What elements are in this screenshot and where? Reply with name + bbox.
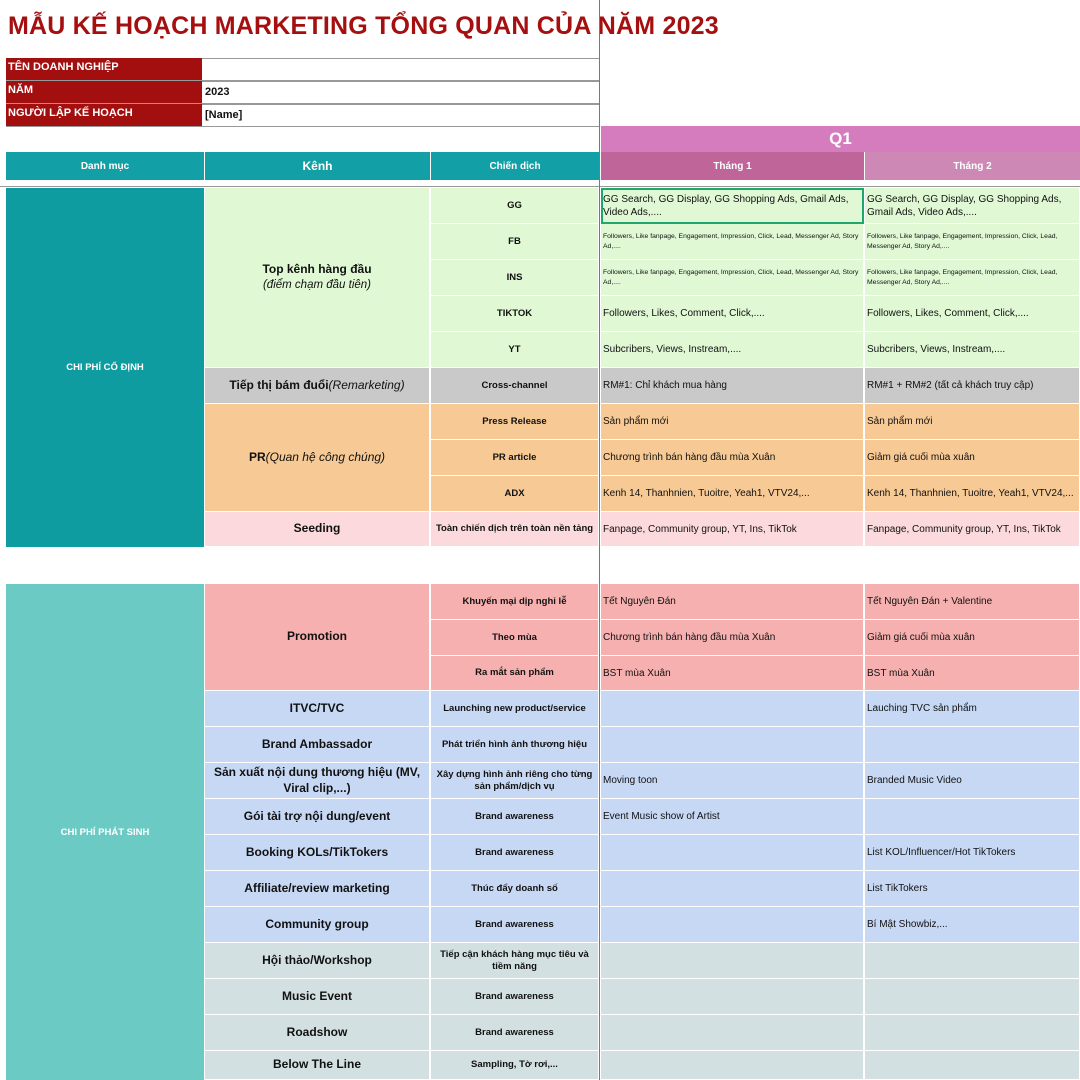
header-campaign[interactable]: Chiến dịch	[431, 152, 599, 180]
campaign-cell[interactable]: FB	[431, 224, 599, 260]
month2-cell[interactable]: List TikTokers	[865, 871, 1080, 907]
campaign-cell[interactable]: INS	[431, 260, 599, 296]
channel-cell[interactable]: ITVC/TVC	[205, 691, 430, 727]
month2-cell[interactable]	[865, 1015, 1080, 1051]
month1-cell[interactable]: Followers, Like fanpage, Engagement, Impression, Click, Lead, Messenger Ad, Story Ad,....	[601, 224, 864, 260]
month2-cell[interactable]: RM#1 + RM#2 (tất cả khách truy cập)	[865, 368, 1080, 404]
channel-label: PR	[248, 449, 266, 464]
month2-cell[interactable]: Followers, Likes, Comment, Click,....	[865, 296, 1080, 332]
channel-sublabel: (điểm chạm đầu tiên)	[262, 278, 371, 291]
info-value[interactable]	[202, 58, 600, 80]
month2-cell[interactable]: Branded Music Video	[865, 763, 1080, 799]
category-variable-cost[interactable]: CHI PHÍ PHÁT SINH	[6, 584, 204, 1080]
channel-cell[interactable]: Roadshow	[205, 1015, 430, 1051]
month2-cell[interactable]: Subcribers, Views, Instream,....	[865, 332, 1080, 368]
campaign-cell[interactable]: Brand awareness	[431, 1015, 599, 1051]
channel-promotion[interactable]: Promotion	[205, 584, 430, 691]
month2-cell[interactable]: Giảm giá cuối mùa xuân	[865, 440, 1080, 476]
month1-cell[interactable]: GG Search, GG Display, GG Shopping Ads, Gmail Ads, Video Ads,....	[601, 188, 864, 224]
quarter-header[interactable]: Q1	[601, 126, 1080, 152]
campaign-cell[interactable]: Phát triển hình ảnh thương hiệu	[431, 727, 599, 763]
month1-cell[interactable]: Chương trình bán hàng đầu mùa Xuân	[601, 620, 864, 656]
campaign-cell[interactable]: PR article	[431, 440, 599, 476]
month2-cell[interactable]: Lauching TVC sản phẩm	[865, 691, 1080, 727]
campaign-cell[interactable]: Cross-channel	[431, 368, 599, 404]
page-title: MẪU KẾ HOẠCH MARKETING TỔNG QUAN CỦA NĂM 2023	[8, 12, 719, 40]
month1-cell[interactable]	[601, 691, 864, 727]
info-label: NĂM	[6, 81, 202, 103]
campaign-cell[interactable]: Brand awareness	[431, 835, 599, 871]
campaign-cell[interactable]: Theo mùa	[431, 620, 599, 656]
campaign-cell[interactable]: GG	[431, 188, 599, 224]
campaign-cell[interactable]: Thúc đẩy doanh số	[431, 871, 599, 907]
info-label: TÊN DOANH NGHIỆP	[6, 58, 202, 80]
month1-cell[interactable]: Tết Nguyên Đán	[601, 584, 864, 620]
channel-top[interactable]	[205, 188, 430, 368]
month1-cell[interactable]: Kenh 14, Thanhnien, Tuoitre, Yeah1, VTV24,...	[601, 476, 864, 512]
channel-pr[interactable]	[205, 404, 430, 512]
campaign-cell[interactable]: Launching new product/service	[431, 691, 599, 727]
month2-cell[interactable]: Sản phẩm mới	[865, 404, 1080, 440]
month2-cell[interactable]	[865, 727, 1080, 763]
channel-remarketing[interactable]	[205, 368, 430, 404]
month1-cell[interactable]	[601, 835, 864, 871]
channel-cell[interactable]: Affiliate/review marketing	[205, 871, 430, 907]
channel-cell[interactable]: Gói tài trợ nội dung/event	[205, 799, 430, 835]
channel-label: Tiếp thị bám đuổi	[229, 377, 329, 392]
month2-cell[interactable]: List KOL/Influencer/Hot TikTokers	[865, 835, 1080, 871]
month2-cell[interactable]	[865, 943, 1080, 979]
channel-cell[interactable]: Music Event	[205, 979, 430, 1015]
month1-cell[interactable]	[601, 727, 864, 763]
campaign-cell[interactable]: ADX	[431, 476, 599, 512]
info-row-company[interactable]	[6, 58, 600, 81]
header-category[interactable]: Danh mục	[6, 152, 204, 180]
channel-cell[interactable]: Community group	[205, 907, 430, 943]
info-value[interactable]: 2023	[202, 81, 600, 103]
month1-cell[interactable]	[601, 943, 864, 979]
info-row-planner[interactable]	[6, 104, 600, 127]
campaign-cell[interactable]: TIKTOK	[431, 296, 599, 332]
month1-cell[interactable]: Fanpage, Community group, YT, Ins, TikTok	[601, 512, 864, 547]
category-fixed-cost[interactable]: CHI PHÍ CỐ ĐỊNH	[6, 188, 204, 547]
channel-sublabel: (Remarketing)	[328, 377, 405, 392]
campaign-cell[interactable]: YT	[431, 332, 599, 368]
campaign-cell[interactable]: Press Release	[431, 404, 599, 440]
month2-cell[interactable]: Followers, Like fanpage, Engagement, Impression, Click, Lead, Messenger Ad, Story Ad,....	[865, 224, 1080, 260]
month2-cell[interactable]	[865, 799, 1080, 835]
channel-label: Top kênh hàng đầu	[262, 262, 372, 277]
campaign-cell[interactable]: Brand awareness	[431, 907, 599, 943]
month2-cell[interactable]: Followers, Like fanpage, Engagement, Impression, Click, Lead, Messenger Ad, Story Ad,....	[865, 260, 1080, 296]
month1-cell[interactable]	[601, 1051, 864, 1080]
month1-cell[interactable]: Followers, Like fanpage, Engagement, Impression, Click, Lead, Messenger Ad, Story Ad,....	[601, 260, 864, 296]
month2-cell[interactable]	[865, 1051, 1080, 1080]
channel-cell[interactable]: Booking KOLs/TikTokers	[205, 835, 430, 871]
campaign-cell[interactable]: Tiếp cận khách hàng mục tiêu và tiềm năng	[431, 943, 599, 979]
campaign-cell[interactable]: Brand awareness	[431, 979, 599, 1015]
info-value[interactable]: [Name]	[202, 104, 600, 126]
campaign-cell[interactable]: Ra mắt sản phẩm	[431, 656, 599, 691]
channel-seeding[interactable]: Seeding	[205, 512, 430, 547]
campaign-cell[interactable]: Toàn chiến dịch trên toàn nền tảng	[431, 512, 599, 547]
header-month-2[interactable]: Tháng 2	[865, 152, 1080, 180]
info-row-year[interactable]	[6, 81, 600, 104]
month2-cell[interactable]	[865, 979, 1080, 1015]
month1-cell[interactable]: Followers, Likes, Comment, Click,....	[601, 296, 864, 332]
month1-cell[interactable]	[601, 907, 864, 943]
campaign-cell[interactable]: Xây dựng hình ảnh riêng cho từng sản phẩm/dịch vụ	[431, 763, 599, 799]
month1-cell[interactable]: BST mùa Xuân	[601, 656, 864, 691]
month1-cell[interactable]: Moving toon	[601, 763, 864, 799]
header-month-1[interactable]: Tháng 1	[601, 152, 864, 180]
month2-cell[interactable]: BST mùa Xuân	[865, 656, 1080, 691]
header-channel[interactable]: Kênh	[205, 152, 430, 180]
month2-cell[interactable]: Bí Mật Showbiz,...	[865, 907, 1080, 943]
channel-cell[interactable]: Brand Ambassador	[205, 727, 430, 763]
channel-cell[interactable]: Below The Line	[205, 1051, 430, 1080]
month1-cell[interactable]	[601, 871, 864, 907]
freeze-pane-divider	[599, 0, 600, 1080]
campaign-cell[interactable]: Brand awareness	[431, 799, 599, 835]
campaign-cell[interactable]: Khuyến mại dịp nghỉ lễ	[431, 584, 599, 620]
channel-sublabel: (Quan hệ công chúng)	[265, 449, 386, 464]
month2-cell[interactable]: Fanpage, Community group, YT, Ins, TikTok	[865, 512, 1080, 547]
month1-cell[interactable]	[601, 979, 864, 1015]
info-label: NGƯỜI LẬP KẾ HOẠCH	[6, 104, 202, 126]
month1-cell[interactable]: Subcribers, Views, Instream,....	[601, 332, 864, 368]
month2-cell[interactable]: Tết Nguyên Đán + Valentine	[865, 584, 1080, 620]
month1-cell[interactable]: RM#1: Chỉ khách mua hàng	[601, 368, 864, 404]
campaign-cell[interactable]: Sampling, Tờ rơi,...	[431, 1051, 599, 1080]
month1-cell[interactable]	[601, 1015, 864, 1051]
month1-cell[interactable]: Event Music show of Artist	[601, 799, 864, 835]
freeze-line	[0, 186, 1080, 187]
month2-cell[interactable]: Kenh 14, Thanhnien, Tuoitre, Yeah1, VTV24,...	[865, 476, 1080, 512]
channel-cell[interactable]: Sản xuất nội dung thương hiệu (MV, Viral clip,...)	[205, 763, 430, 799]
month1-cell[interactable]: Chương trình bán hàng đầu mùa Xuân	[601, 440, 864, 476]
month2-cell[interactable]: Giảm giá cuối mùa xuân	[865, 620, 1080, 656]
channel-cell[interactable]: Hội thảo/Workshop	[205, 943, 430, 979]
month1-cell[interactable]: Sản phẩm mới	[601, 404, 864, 440]
month2-cell[interactable]: GG Search, GG Display, GG Shopping Ads, Gmail Ads, Video Ads,....	[865, 188, 1080, 224]
